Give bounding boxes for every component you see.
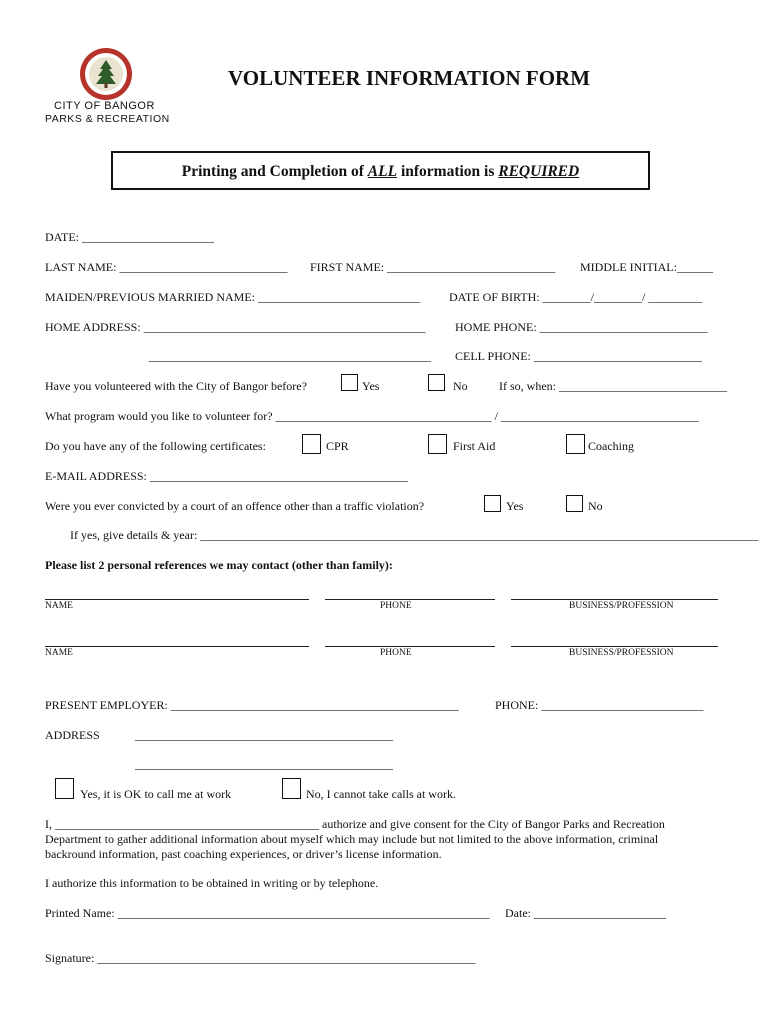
consent-line1[interactable]: I, ____________________________________________ authorize and give consent for the City of Bangor Parks and Recreation	[45, 817, 665, 831]
volunteered-no-checkbox[interactable]	[428, 374, 445, 391]
convicted-no-checkbox[interactable]	[566, 495, 583, 512]
first-aid-label: First Aid	[453, 439, 496, 453]
employer-phone-field[interactable]: PHONE: ___________________________	[495, 698, 704, 712]
logo-line-city: CITY OF BANGOR	[54, 100, 155, 112]
employer-field[interactable]: PRESENT EMPLOYER: ________________________________________________	[45, 698, 459, 712]
conviction-details-field[interactable]: If yes, give details & year: _____________________________________________________________________________________________	[70, 528, 759, 542]
coaching-checkbox[interactable]	[566, 434, 585, 454]
reference1-business-label: BUSINESS/PROFESSION	[569, 601, 674, 611]
employer-address-line2[interactable]: ___________________________________________	[135, 757, 393, 771]
program-field[interactable]: What program would you like to volunteer for? ____________________________________ / _________________________________	[45, 409, 699, 423]
employer-address-line1[interactable]: ___________________________________________	[135, 728, 393, 742]
authorize-statement: I authorize this information to be obtained in writing or by telephone.	[45, 876, 379, 890]
reference2-name-line[interactable]	[45, 646, 309, 647]
last-name-field[interactable]: LAST NAME: ____________________________	[45, 260, 288, 274]
reference2-phone-line[interactable]	[325, 646, 495, 647]
convicted-yes-label: Yes	[506, 499, 524, 513]
volunteered-when-field[interactable]: If so, when: ____________________________	[499, 379, 727, 393]
no-call-at-work-checkbox[interactable]	[282, 778, 301, 799]
date-field[interactable]: DATE: ______________________	[45, 230, 214, 244]
middle-initial-field[interactable]: MIDDLE INITIAL:______	[580, 260, 713, 274]
form-title: VOLUNTEER INFORMATION FORM	[228, 66, 591, 90]
employer-address-label: ADDRESS	[45, 728, 100, 742]
first-name-field[interactable]: FIRST NAME: ____________________________	[310, 260, 556, 274]
coaching-label: Coaching	[588, 439, 634, 453]
ok-call-at-work-checkbox[interactable]	[55, 778, 74, 799]
signature-date-field[interactable]: Date: ______________________	[505, 906, 666, 920]
date-of-birth-field[interactable]: DATE OF BIRTH: ________/________/ _________	[449, 290, 703, 304]
volunteered-question: Have you volunteered with the City of Bangor before?	[45, 379, 307, 393]
reference1-name-line[interactable]	[45, 599, 309, 600]
signature-field[interactable]: Signature: _______________________________________________________________	[45, 951, 476, 965]
email-field[interactable]: E-MAIL ADDRESS: ___________________________________________	[45, 469, 408, 483]
consent-line3: backround information, past coaching experiences, or driver’s license information.	[45, 847, 442, 861]
printed-name-field[interactable]: Printed Name: ______________________________________________________________	[45, 906, 490, 920]
logo-line-parks: PARKS & RECREATION	[45, 113, 170, 125]
convicted-no-label: No	[588, 499, 603, 513]
tree-icon	[96, 60, 116, 88]
convicted-question: Were you ever convicted by a court of an offence other than a traffic violation?	[45, 499, 425, 513]
references-heading: Please list 2 personal references we may contact (other than family):	[45, 558, 393, 572]
volunteered-yes-checkbox[interactable]	[341, 374, 358, 391]
cpr-checkbox[interactable]	[302, 434, 321, 454]
ok-call-at-work-label: Yes, it is OK to call me at work	[80, 787, 232, 801]
certificates-question: Do you have any of the following certificates:	[45, 439, 266, 453]
maiden-name-field[interactable]: MAIDEN/PREVIOUS MARRIED NAME: ___________________________	[45, 290, 421, 304]
cpr-label: CPR	[326, 439, 349, 453]
convicted-yes-checkbox[interactable]	[484, 495, 501, 512]
first-aid-checkbox[interactable]	[428, 434, 447, 454]
reference1-phone-label: PHONE	[380, 601, 412, 611]
city-seal-logo	[80, 48, 132, 100]
volunteered-no-label: No	[453, 379, 468, 393]
cell-phone-field[interactable]: CELL PHONE: ____________________________	[455, 349, 702, 363]
reference1-phone-line[interactable]	[325, 599, 495, 600]
no-call-at-work-label: No, I cannot take calls at work.	[306, 787, 456, 801]
reference2-phone-label: PHONE	[380, 648, 412, 658]
home-address-field[interactable]: HOME ADDRESS: _______________________________________________	[45, 320, 426, 334]
required-notice-box	[111, 151, 650, 190]
consent-line2: Department to gather additional information about myself which may include but not limited to the above information, criminal	[45, 832, 659, 846]
home-phone-field[interactable]: HOME PHONE: ____________________________	[455, 320, 708, 334]
reference2-name-label: NAME	[45, 648, 73, 658]
reference2-business-line[interactable]	[511, 646, 718, 647]
volunteered-yes-label: Yes	[362, 379, 380, 393]
reference2-business-label: BUSINESS/PROFESSION	[569, 648, 674, 658]
reference1-name-label: NAME	[45, 601, 73, 611]
home-address-line2-field[interactable]: _______________________________________________	[149, 349, 431, 363]
required-notice: Printing and Completion of ALL information is REQUIRED	[181, 163, 580, 180]
reference1-business-line[interactable]	[511, 599, 718, 600]
